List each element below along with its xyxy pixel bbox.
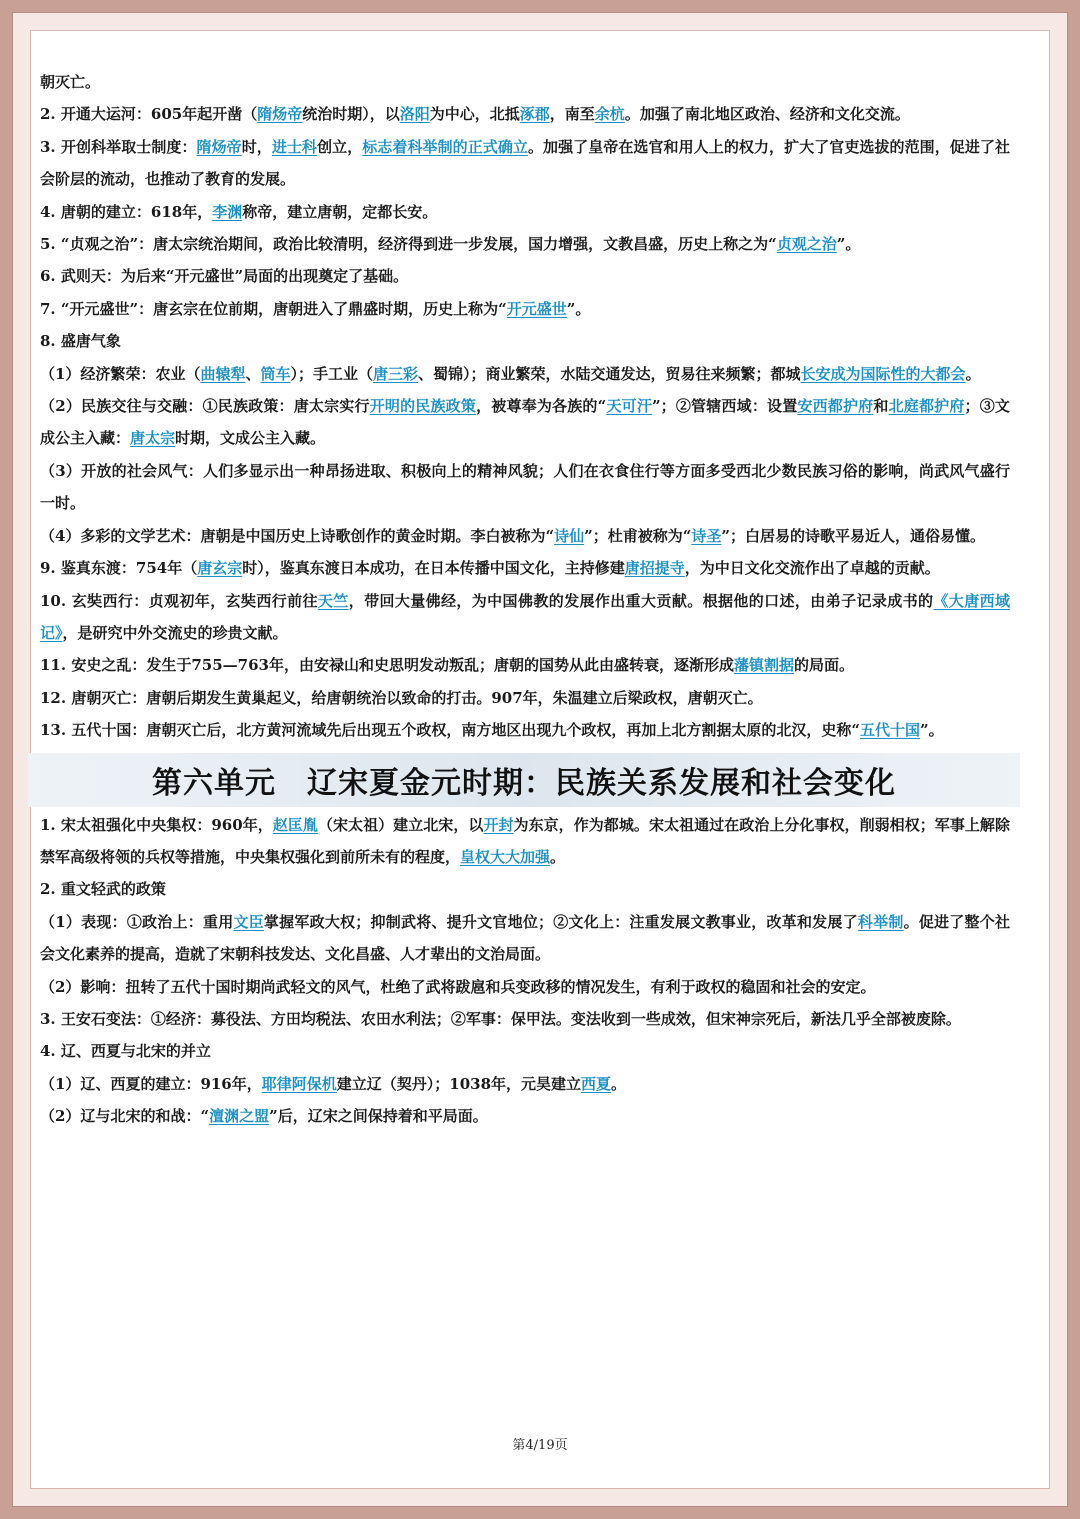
keyword-highlight: 文臣 xyxy=(233,912,264,931)
keyword-highlight: 标志着科举制的正式确立 xyxy=(362,137,528,156)
keyword-highlight: 天竺 xyxy=(317,591,349,610)
text-segment: ”；②管辖西域：设置 xyxy=(652,397,798,416)
text-segment: （2）民族交往与交融：①民族政策：唐太宗实行 xyxy=(40,397,370,416)
text-segment: 称帝，建立唐朝，定都长安。 xyxy=(242,202,438,221)
keyword-highlight: 五代十国 xyxy=(859,721,920,740)
paragraph xyxy=(40,98,1010,130)
text-segment: 和 xyxy=(873,397,889,416)
keyword-highlight: 开明的民族政策 xyxy=(369,397,477,416)
paragraph xyxy=(40,196,1010,228)
text-segment: 为东京，作为都城。宋太祖通过在政治上分化事权，削弱相权；军事上解除禁军高级将领的兵权等措施，中央集权强化到前所未有的程度， xyxy=(40,815,1010,866)
text-segment: 掌握军政大权；抑制武将、提升文官地位；②文化上：注重发展文教事业，改革和发展了 xyxy=(263,912,858,931)
text-segment: 。加强了南北地区政治、经济和文化交流。 xyxy=(624,105,910,124)
keyword-highlight: 诗圣 xyxy=(691,526,722,545)
text-segment: 统治时期），以 xyxy=(302,105,400,124)
text-segment: ”。 xyxy=(836,235,861,254)
paragraph xyxy=(40,1003,1010,1035)
text-segment: 6. 武则天：为后来“开元盛世”局面的出现奠定了基础。 xyxy=(40,267,409,286)
keyword-highlight: 皇权大大加强 xyxy=(460,847,551,866)
keyword-highlight: 隋炀帝 xyxy=(196,137,242,156)
keyword-highlight: 《大唐西域记》 xyxy=(40,591,1010,642)
paragraph xyxy=(40,906,1010,971)
text-segment: （2）辽与北宋的和战：“ xyxy=(40,1107,210,1126)
text-segment: 3. 开创科举取士制度： xyxy=(40,137,197,156)
text-segment: ；③文成公主入藏： xyxy=(40,397,1010,448)
keyword-highlight: 余杭 xyxy=(594,105,625,124)
unit-title-banner: 第六单元 辽宋夏金元时期：民族关系发展和社会变化 xyxy=(28,753,1020,807)
text-segment: 2. 重文轻武的政策 xyxy=(40,880,166,899)
text-segment: （1）经济繁荣：农业（ xyxy=(40,364,201,383)
keyword-highlight: 开封 xyxy=(483,815,514,834)
text-segment: （1）表现：①政治上：重用 xyxy=(40,912,234,931)
keyword-highlight: 贞观之治 xyxy=(776,235,837,254)
text-segment: 2. 开通大运河：605年起开凿（ xyxy=(40,105,258,124)
paragraph xyxy=(40,390,1010,455)
paragraph xyxy=(40,1035,1010,1067)
keyword-highlight: 西夏 xyxy=(581,1074,612,1093)
keyword-highlight: 天可汗 xyxy=(606,397,653,416)
text-segment: 时， xyxy=(241,137,272,156)
keyword-highlight: 开元盛世 xyxy=(506,299,567,318)
section-tang xyxy=(40,66,1010,747)
text-segment: 10. 玄奘西行：贞观初年，玄奘西行前往 xyxy=(40,591,318,610)
keyword-highlight: 长安成为国际性的大都会 xyxy=(800,364,966,383)
text-segment: ，被尊奉为各族的“ xyxy=(476,397,607,416)
paragraph xyxy=(40,131,1010,196)
text-segment: 为中心，北抵 xyxy=(429,105,520,124)
text-segment: ”。 xyxy=(919,721,944,740)
section-song xyxy=(40,809,1010,1133)
text-segment: 3. 王安石变法：①经济：募役法、方田均税法、农田水利法；②军事：保甲法。变法收到一些成效，但宋神宗死后，新法几乎全部被废除。 xyxy=(40,1009,961,1028)
text-segment: ”；白居易的诗歌平易近人，通俗易懂。 xyxy=(721,526,986,545)
text-segment: 1. 宋太祖强化中央集权：960年， xyxy=(40,815,273,834)
text-segment: 8. 盛唐气象 xyxy=(40,332,121,351)
text-segment: （3）开放的社会风气：人们多显示出一种昂扬进取、积极向上的精神风貌；人们在衣食住行等方面多受西北少数民族习俗的影响，尚武风气盛行一时。 xyxy=(40,461,1010,513)
keyword-highlight: 筒车 xyxy=(260,364,291,383)
text-segment: ”；杜甫被称为“ xyxy=(584,526,692,545)
text-segment: 13. 五代十国：唐朝灭亡后，北方黄河流域先后出现五个政权，南方地区出现九个政权，再加上北方割据太原的北汉，史称“ xyxy=(40,721,860,740)
keyword-highlight: 唐招提寺 xyxy=(624,559,685,578)
keyword-highlight: 澶渊之盟 xyxy=(209,1107,270,1126)
text-segment: （2）影响：扭转了五代十国时期尚武轻文的风气，杜绝了武将跋扈和兵变政移的情况发生，有利于政权的稳固和社会的安定。 xyxy=(40,977,876,996)
keyword-highlight: 李渊 xyxy=(212,202,243,221)
paragraph xyxy=(40,1068,1010,1100)
keyword-highlight: 隋炀帝 xyxy=(257,105,303,124)
keyword-highlight: 安西都护府 xyxy=(797,397,874,416)
keyword-highlight: 藩镇割据 xyxy=(733,656,794,675)
keyword-highlight: 洛阳 xyxy=(399,105,430,124)
text-segment: （4）多彩的文学艺术：唐朝是中国历史上诗歌创作的黄金时期。李白被称为“ xyxy=(40,526,555,545)
paragraph xyxy=(40,260,1010,292)
paragraph xyxy=(40,552,1010,584)
text-segment: 创立， xyxy=(317,137,363,156)
text-segment: ，南至 xyxy=(549,105,595,124)
document-content xyxy=(40,66,1010,1133)
paragraph xyxy=(40,649,1010,681)
text-segment: 、 xyxy=(245,364,261,383)
text-segment: 11. 安史之乱：发生于755—763年，由安禄山和史思明发动叛乱；唐朝的国势从此由盛转衰，逐渐形成 xyxy=(40,656,734,675)
paragraph xyxy=(40,358,1010,390)
keyword-highlight: 赵匡胤 xyxy=(272,815,318,834)
paragraph xyxy=(40,293,1010,325)
keyword-highlight: 唐玄宗 xyxy=(197,559,243,578)
paragraph xyxy=(40,520,1010,552)
paragraph xyxy=(40,714,1010,746)
keyword-highlight: 涿郡 xyxy=(519,105,550,124)
text-segment: 的局面。 xyxy=(793,656,854,675)
text-segment: 。 xyxy=(611,1074,627,1093)
text-segment: 。 xyxy=(965,364,981,383)
keyword-highlight: 唐三彩 xyxy=(373,364,419,383)
keyword-highlight: 唐太宗 xyxy=(130,429,176,448)
keyword-highlight: 曲辕犁 xyxy=(200,364,246,383)
keyword-highlight: 北庭都护府 xyxy=(888,397,965,416)
paragraph xyxy=(40,971,1010,1003)
text-segment: 朝灭亡。 xyxy=(40,73,101,91)
text-segment: ）；手工业（ xyxy=(290,364,374,383)
keyword-highlight: 耶律阿保机 xyxy=(261,1074,337,1093)
text-segment: 、蜀锦）；商业繁荣，水陆交通发达，贸易往来频繁；都城 xyxy=(418,364,801,383)
text-segment: 。加强了皇帝在选官和用人上的权力，扩大了官吏选拔的范围，促进了社会阶层的流动，也推动了教育的发展。 xyxy=(40,137,1010,189)
text-segment: ，带回大量佛经，为中国佛教的发展作出重大贡献。根据他的口述，由弟子记录成书的 xyxy=(348,591,934,610)
text-segment: 9. 鉴真东渡：754年（ xyxy=(40,559,198,578)
paragraph xyxy=(40,585,1010,650)
text-segment: ，为中日文化交流作出了卓越的贡献。 xyxy=(684,559,940,578)
text-segment: 。 xyxy=(550,847,566,866)
text-segment: （1）辽、西夏的建立：916年， xyxy=(40,1074,262,1093)
text-segment: 建立辽（契丹）；1038年，元昊建立 xyxy=(336,1074,582,1093)
page-number: 第4/19页 xyxy=(512,1438,568,1453)
keyword-highlight: 诗仙 xyxy=(554,526,585,545)
text-segment: 12. 唐朝灭亡：唐朝后期发生黄巢起义，给唐朝统治以致命的打击。907年，朱温建立后梁政权，唐朝灭亡。 xyxy=(40,688,763,707)
text-segment: 。促进了整个社会文化素养的提高，造就了宋朝科技发达、文化昌盛、人才辈出的文治局面。 xyxy=(40,912,1010,964)
paragraph xyxy=(40,66,1010,98)
paragraph xyxy=(40,228,1010,260)
text-segment: ”。 xyxy=(566,299,591,318)
paragraph xyxy=(40,682,1010,714)
paragraph xyxy=(40,873,1010,905)
text-segment: 时），鉴真东渡日本成功，在日本传播中国文化，主持修建 xyxy=(242,559,625,578)
paragraph xyxy=(40,1100,1010,1132)
keyword-highlight: 科举制 xyxy=(857,912,904,931)
text-segment: 4. 唐朝的建立：618年， xyxy=(40,202,213,221)
paragraph xyxy=(40,455,1010,520)
paragraph xyxy=(40,325,1010,357)
text-segment: 4. 辽、西夏与北宋的并立 xyxy=(40,1042,211,1061)
text-segment: ”后，辽宋之间保持着和平局面。 xyxy=(269,1107,488,1126)
text-segment: 7. “开元盛世”：唐玄宗在位前期，唐朝进入了鼎盛时期，历史上称为“ xyxy=(40,299,507,318)
text-segment: 5. “贞观之治”：唐太宗统治期间，政治比较清明，经济得到进一步发展，国力增强，文教昌盛，历史上称之为“ xyxy=(40,235,777,254)
text-segment: 时期，文成公主入藏。 xyxy=(175,429,326,448)
text-segment: ，是研究中外交流史的珍贵文献。 xyxy=(62,623,288,642)
keyword-highlight: 进士科 xyxy=(271,137,318,156)
text-segment: （宋太祖）建立北宋，以 xyxy=(317,815,484,834)
paragraph xyxy=(40,809,1010,874)
